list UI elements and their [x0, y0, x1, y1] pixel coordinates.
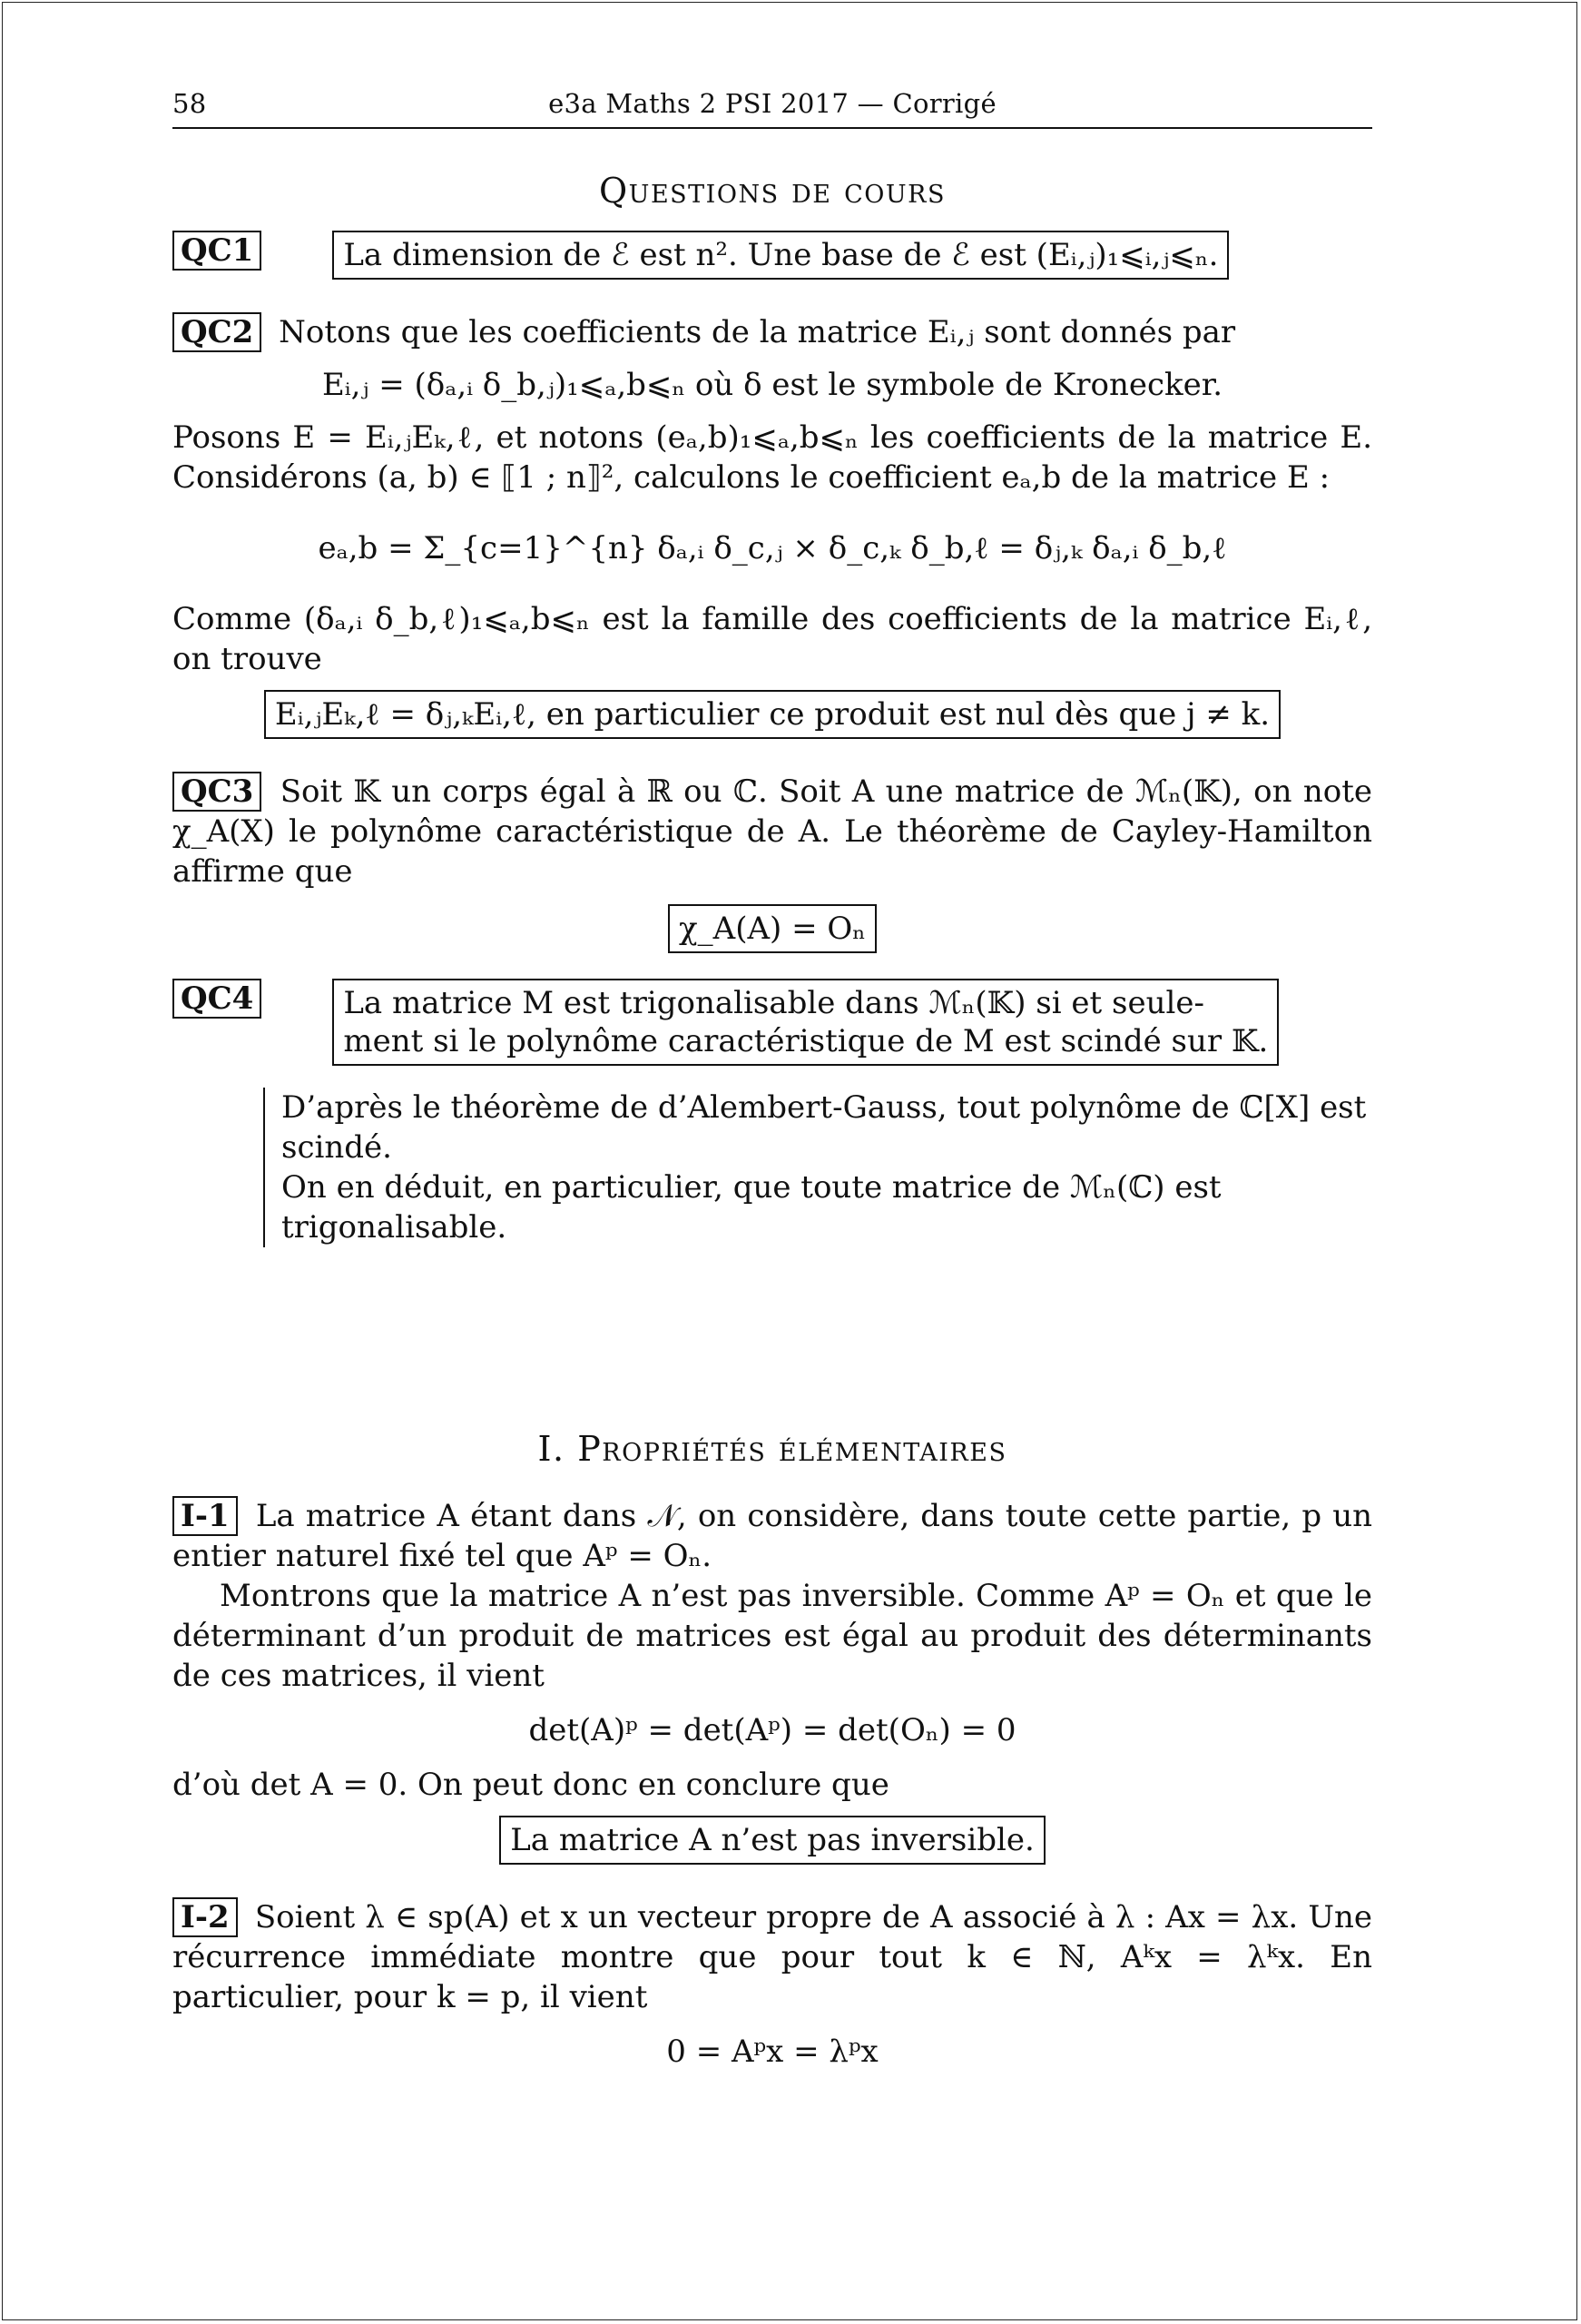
qc4-remark-line-2: On en déduit, en particulier, que toute matrice de ℳₙ(ℂ) est trigonalisable. — [281, 1169, 1222, 1246]
qc3-text: Soit 𝕂 un corps égal à ℝ ou ℂ. Soit A une matrice de ℳₙ(𝕂), on note χ_A(X) le polynôme caractéristique de A. Le théorème de Cayley-Hamilton affirme que — [172, 773, 1372, 890]
qc4-remark-line-1: D’après le théorème de d’Alembert-Gauss, tout polynôme de ℂ[X] est scindé. — [281, 1089, 1367, 1166]
qc2-text-1: Posons E = Eᵢ,ⱼEₖ,ℓ, et notons (eₐ,b)₁⩽ₐ,b⩽ₙ les coefficients de la matrice E. Considérons (a, b) ∈ ⟦1 ; n⟧², calculons le coefficient eₐ,b de la matrice E : — [172, 419, 1372, 496]
i2-equation: 0 = Aᵖx = λᵖx — [666, 2034, 879, 2070]
i2-tag: I-2 — [172, 1897, 238, 1937]
qc2-answer-box: Eᵢ,ⱼEₖ,ℓ = δⱼ,ₖEᵢ,ℓ, en particulier ce produit est nul dès que j ≠ k. — [264, 690, 1281, 739]
qc1-answer-box: La dimension de ℰ est n². Une base de ℰ est (Eᵢ,ⱼ)₁⩽ᵢ,ⱼ⩽ₙ. — [332, 231, 1229, 280]
qc2-text-2: Comme (δₐ,ᵢ δ_b,ℓ)₁⩽ₐ,b⩽ₙ est la famille des coefficients de la matrice Eᵢ,ℓ, on trouve — [172, 601, 1372, 677]
i1-equation: det(A)ᵖ = det(Aᵖ) = det(Oₙ) = 0 — [528, 1712, 1016, 1748]
qc4-block — [172, 979, 1372, 1247]
qc1-tag: QC1 — [172, 231, 261, 271]
section-1-title: Propriétés élémentaires — [577, 1429, 1007, 1469]
i2-block — [172, 1897, 1372, 2072]
i1-answer-box: La matrice A n’est pas inversible. — [499, 1816, 1046, 1865]
page-number: 58 — [172, 88, 207, 119]
qc3-answer-box: χ_A(A) = Oₙ — [668, 904, 877, 953]
qc2-tag: QC2 — [172, 312, 261, 352]
qc2-intro: Notons que les coefficients de la matrice Eᵢ,ⱼ sont donnés par — [279, 314, 1236, 350]
i1-text-3: d’où det A = 0. On peut donc en conclure que — [172, 1767, 889, 1803]
qc4-tag: QC4 — [172, 979, 261, 1019]
qc4-box-line-1: La matrice M est trigonalisable dans ℳₙ(𝕂) si et seule- — [343, 985, 1204, 1021]
qc4-answer-box — [332, 979, 1279, 1066]
qc1-block — [172, 231, 1372, 280]
qc4-remark — [263, 1088, 1372, 1247]
page-header — [172, 82, 1372, 129]
i1-text-2: Montrons que la matrice A n’est pas inversible. Comme Aᵖ = Oₙ et que le déterminant d’un produit de matrices est égal au produit des déterminants de ces matrices, il vient — [172, 1578, 1372, 1694]
qc4-box-line-2: ment si le polynôme caractéristique de M est scindé sur 𝕂. — [343, 1023, 1269, 1059]
page-content — [172, 82, 1372, 2072]
qc2-equation-1: Eᵢ,ⱼ = (δₐ,ᵢ δ_b,ⱼ)₁⩽ₐ,b⩽ₙ où δ est le symbole de Kronecker. — [321, 367, 1223, 403]
qc3-tag: QC3 — [172, 772, 261, 812]
section-1-number: I. — [537, 1429, 565, 1469]
qc2-equation-2: eₐ,b = Σ_{c=1}^{n} δₐ,ᵢ δ_c,ⱼ × δ_c,ₖ δ_b,ℓ = δⱼ,ₖ δₐ,ᵢ δ_b,ℓ — [318, 530, 1227, 566]
qc3-block — [172, 772, 1372, 953]
i1-block — [172, 1496, 1372, 1865]
running-title: e3a Maths 2 PSI 2017 — Corrigé — [548, 88, 997, 119]
section-title-1 — [172, 1429, 1372, 1469]
section-title-cours: Questions de cours — [599, 171, 946, 211]
i1-tag: I-1 — [172, 1496, 238, 1536]
i1-text-1: La matrice A étant dans 𝒩, on considère, dans toute cette partie, p un entier naturel fixé tel que Aᵖ = Oₙ. — [172, 1498, 1373, 1574]
i2-text: Soient λ ∈ sp(A) et x un vecteur propre de A associé à λ : Ax = λx. Une récurrence immédiate montre que pour tout k ∈ ℕ, Aᵏx = λᵏx. En particulier, pour k = p, il vient — [172, 1899, 1372, 2015]
qc2-block — [172, 312, 1372, 739]
